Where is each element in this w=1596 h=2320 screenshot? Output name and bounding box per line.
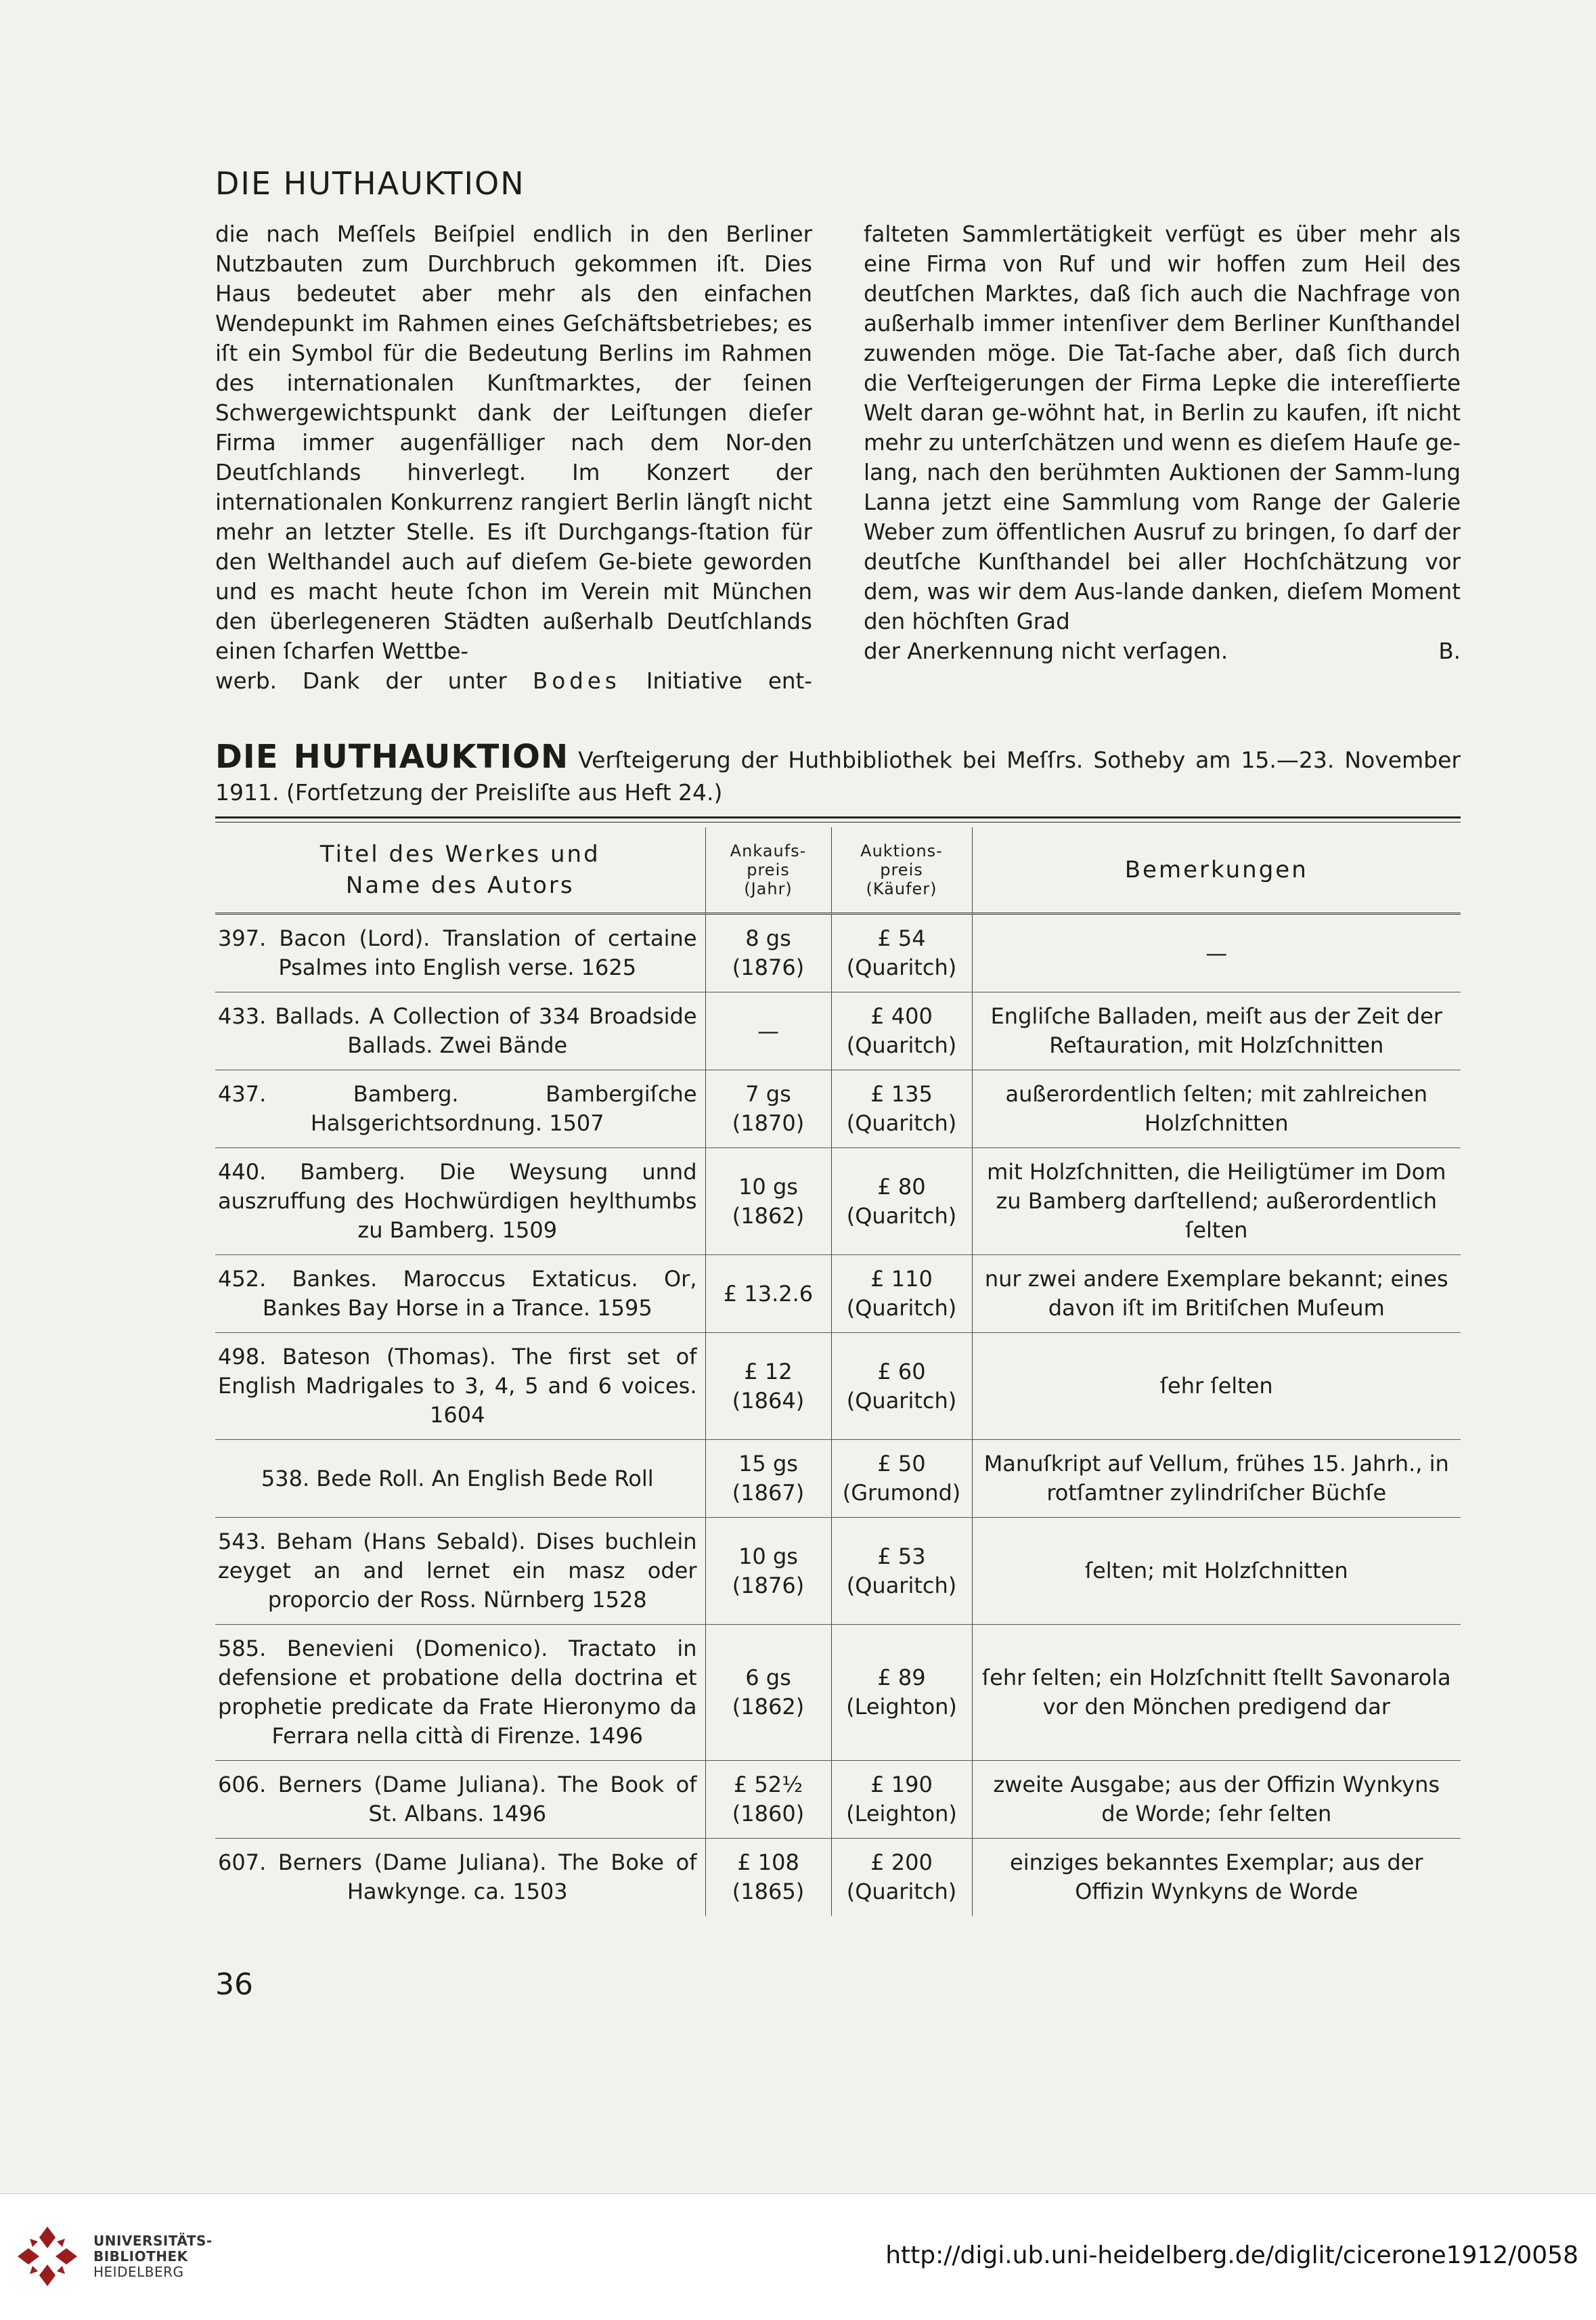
intro-left-last-post: Initiative ent- [620, 668, 812, 694]
entry-title: 437. Bamberg. Bambergiſche Halsgerichtsordnung. 1507 [215, 1070, 705, 1148]
auction-price-value: £ 80 [877, 1173, 926, 1200]
auction-price-value: £ 190 [870, 1772, 933, 1797]
entry-title: 397. Bacon (Lord). Translation of certaine Psalmes into English verse. 1625 [215, 914, 705, 992]
remarks: nur zwei andere Exemplare bekannt; eines davon iſt im Britiſchen Muſeum [972, 1255, 1461, 1333]
intro-column-right-last-line [864, 636, 1461, 666]
buyer: (Quaritch) [846, 955, 957, 980]
section-title: DIE HUTHAUKTION [215, 738, 569, 776]
purchase-year: (1870) [732, 1110, 805, 1136]
header-auction-line3: (Käufer) [866, 879, 937, 898]
auction-price-value: £ 50 [877, 1451, 926, 1476]
auction-price-value: £ 135 [870, 1081, 933, 1107]
purchase-price [705, 1333, 831, 1440]
auction-price [831, 1839, 972, 1917]
remarks: Manuſkript auf Vellum, frühes 15. Jahrh., in rotſamtner zylindriſcher Büchſe [972, 1440, 1461, 1518]
header-auction-line1: Auktions- [860, 841, 943, 860]
buyer: (Quaritch) [846, 1879, 957, 1904]
price-list-table [215, 827, 1461, 1916]
remarks: zweite Ausgabe; aus der Offizin Wynkyns de Worde; ſehr ſelten [972, 1761, 1461, 1839]
library-name-line3: HEIDELBERG [93, 2264, 184, 2280]
header-purchase-line1: Ankaufs- [730, 841, 807, 860]
auction-price-value: £ 200 [870, 1850, 933, 1875]
header-title-line2: Name des Autors [345, 872, 575, 899]
header-auction-line2: preis [880, 860, 923, 879]
auction-price [831, 1070, 972, 1148]
header-title-author [215, 827, 705, 914]
auction-price-value: £ 400 [870, 1003, 933, 1029]
table-row [215, 1518, 1461, 1625]
purchase-price [705, 1761, 831, 1839]
purchase-price [705, 1839, 831, 1917]
table-row [215, 1070, 1461, 1148]
remarks: ſehr ſelten; ein Holzſchnitt ſtellt Savonarola vor den Mönchen predigend dar [972, 1625, 1461, 1761]
purchase-price-value: 10 gs [738, 1173, 798, 1200]
table-top-rule [215, 816, 1461, 818]
permalink-url[interactable]: http://digi.ub.uni-heidelberg.de/diglit/cicerone1912/0058 [885, 2241, 1578, 2269]
table-top-rule-thin [215, 822, 1461, 823]
purchase-price-value: 8 gs [745, 925, 791, 951]
buyer: (Quaritch) [846, 1032, 957, 1058]
table-row [215, 1761, 1461, 1839]
library-name [93, 2233, 213, 2280]
university-library-logo-icon [15, 2224, 80, 2289]
section-subtitle: Verſteigerung der Huthbibliothek bei Meſſrs. Sotheby am 15.—23. November 1911. (Fortſetzung der Preisliſte aus Heft 24.) [215, 747, 1461, 806]
auction-price [831, 1440, 972, 1518]
table-row [215, 1333, 1461, 1440]
remarks: ſelten; mit Holzſchnitten [972, 1518, 1461, 1625]
table-row [215, 1839, 1461, 1917]
signature: B. [1438, 638, 1461, 664]
intro-column-right [864, 219, 1461, 696]
purchase-price [705, 1070, 831, 1148]
entry-title: 538. Bede Roll. An English Bede Roll [215, 1440, 705, 1518]
purchase-price-value: £ 13.2.6 [723, 1280, 814, 1307]
buyer: (Quaritch) [846, 1387, 957, 1414]
remarks: ſehr ſelten [972, 1333, 1461, 1440]
purchase-price-value: £ 12 [744, 1358, 793, 1384]
purchase-price [705, 1625, 831, 1761]
purchase-price [705, 1518, 831, 1625]
table-row [215, 992, 1461, 1070]
digitization-footer [0, 2193, 1596, 2320]
spaced-name-bodes: Bodes [533, 668, 621, 694]
purchase-price-value: 6 gs [745, 1665, 791, 1690]
remarks: mit Holzſchnitten, die Heiligtümer im Dom zu Bamberg darſtellend; außerordentlich ſelten [972, 1148, 1461, 1255]
purchase-year: (1862) [732, 1694, 805, 1720]
purchase-price [705, 1440, 831, 1518]
entry-title: 607. Berners (Dame Juliana). The Boke of Hawkynge. ca. 1503 [218, 1850, 697, 1904]
auction-price [831, 1333, 972, 1440]
remarks: einziges bekanntes Exemplar; aus der Offizin Wynkyns de Worde [972, 1839, 1461, 1917]
entry-title: 452. Bankes. Maroccus Extaticus. Or, Bankes Bay Horse in a Trance. 1595 [215, 1255, 705, 1333]
purchase-year: (1865) [732, 1879, 805, 1904]
buyer: (Leighton) [846, 1694, 957, 1720]
intro-column-left-body: die nach Meſſels Beiſpiel endlich in den Berliner Nutzbauten zum Durchbruch gekommen iſt. Dies Haus bedeutet aber mehr als den einfachen Wendepunkt im Rahmen eines Geſchäftsbetriebes; es iſt ein Symbol für die Bedeutung Berlins im Rahmen des internationalen Kunſtmarktes, der ſeinen Schwergewichtspunkt dank der Leiſtungen dieſer Firma immer augenfälliger nach dem Nor-​den Deutſchlands hinverlegt. Im Konzert der internationalen Konkurrenz rangiert Berlin längſt nicht mehr an letzter Stelle. Es iſt Durchgangs-​ſtation für den Welthandel auch auf dieſem Ge-​biete geworden und es macht heute ſchon im Verein mit München den überlegeneren Städten außerhalb Deutſchlands einen ſcharfen Wettbe- [215, 221, 812, 664]
auction-price [831, 1148, 972, 1255]
buyer: (Quaritch) [846, 1572, 957, 1598]
purchase-year: (1864) [732, 1387, 805, 1414]
running-head: DIE HUTHAUKTION [215, 165, 525, 202]
intro-text [215, 219, 1461, 696]
buyer: (Quaritch) [846, 1202, 957, 1229]
purchase-year: (1876) [732, 1572, 805, 1598]
purchase-price [705, 1148, 831, 1255]
auction-price [831, 914, 972, 992]
remarks: — [972, 914, 1461, 992]
auction-price [831, 992, 972, 1070]
purchase-price [705, 1255, 831, 1333]
purchase-price-value: — [757, 1017, 779, 1044]
buyer: (Quaritch) [846, 1295, 957, 1321]
header-remarks: Bemerkungen [972, 827, 1461, 914]
auction-price-value: £ 53 [877, 1543, 926, 1569]
remarks: außerordentlich ſelten; mit zahlreichen Holzſchnitten [972, 1070, 1461, 1148]
buyer: (Quaritch) [846, 1110, 957, 1136]
library-name-line2: BIBLIOTHEK [93, 2248, 188, 2264]
auction-price-value: £ 110 [870, 1266, 933, 1292]
auction-price-value: £ 89 [877, 1665, 926, 1690]
auction-price-value: £ 54 [877, 925, 926, 951]
purchase-year: (1860) [732, 1801, 805, 1826]
remarks: Engliſche Balladen, meiſt aus der Zeit der Reſtauration, mit Holzſchnitten [972, 992, 1461, 1070]
purchase-year: (1862) [732, 1202, 805, 1229]
header-auction-price [831, 827, 972, 914]
header-purchase-price [705, 827, 831, 914]
table-body [215, 914, 1461, 1917]
entry-title: 440. Bamberg. Die Weysung unnd auszruffung des Hochwürdigen heylthumbs zu Bamberg. 1509 [215, 1148, 705, 1255]
entry-title: 585. Benevieni (Domenico). Tractato in defensione et probatione della doctrina et prophetie predicate da Frate Hieronymo da Ferrara nella città di Firenze. 1496 [215, 1625, 705, 1761]
entry-title: 543. Beham (Hans Sebald). Dises buchlein zeyget an and lernet ein masz oder proporcio der Ross. Nürnberg 1528 [215, 1518, 705, 1625]
entry-title: 606. Berners (Dame Juliana). The Book of St. Albans. 1496 [215, 1761, 705, 1839]
purchase-year: (1876) [732, 955, 805, 980]
intro-column-left-last-line [215, 666, 812, 696]
purchase-price-value: £ 108 [737, 1850, 799, 1875]
buyer: (Leighton) [846, 1801, 957, 1826]
table-header-row [215, 827, 1461, 914]
auction-price [831, 1625, 972, 1761]
intro-right-last-text: der Anerkennung nicht verſagen. [864, 638, 1228, 664]
intro-column-right-body: falteten Sammlertätigkeit verfügt es über mehr als eine Firma von Ruf und wir hoffen zum Heil des deutſchen Marktes, daß ſich auch die Nachfrage von außerhalb immer intenſiver dem Berliner Kunſthandel zuwenden möge. Die Tat-​ſache aber, daß ſich durch die Verſteigerungen der Firma Lepke die intereſſierte Welt daran ge-​wöhnt hat, in Berlin zu kaufen, iſt nicht mehr zu unterſchätzen und wenn es dieſem Hauſe ge-​lang, nach den berühmten Auktionen der Samm-​lung Lanna jetzt eine Sammlung vom Range der Galerie Weber zum öffentlichen Ausruf zu bringen, ſo darf der deutſche Kunſthandel bei aller Hochſchätzung vor dem, was wir dem Aus-​lande danken, dieſem Moment den höchſten Grad [864, 221, 1461, 634]
intro-column-left [215, 219, 812, 696]
purchase-price [705, 914, 831, 992]
table-row [215, 1625, 1461, 1761]
auction-price [831, 1255, 972, 1333]
table-row [215, 1440, 1461, 1518]
table-row [215, 1148, 1461, 1255]
auction-price [831, 1518, 972, 1625]
table-row [215, 1255, 1461, 1333]
header-purchase-line2: preis [747, 860, 790, 879]
page-number: 36 [215, 1967, 253, 2002]
purchase-year: (1867) [732, 1480, 805, 1506]
auction-price-value: £ 60 [877, 1358, 926, 1384]
table-row [215, 914, 1461, 992]
buyer: (Grumond) [842, 1480, 961, 1506]
header-title-line1: Titel des Werkes und [319, 841, 600, 868]
purchase-price-value: 10 gs [738, 1543, 798, 1569]
intro-left-last-pre: werb. Dank der unter [215, 668, 533, 694]
purchase-price-value: 7 gs [745, 1081, 791, 1107]
auction-price [831, 1761, 972, 1839]
purchase-price [705, 992, 831, 1070]
entry-title: 498. Bateson (Thomas). The first set of English Madrigales to 3, 4, 5 and 6 voices. 1604 [215, 1333, 705, 1440]
purchase-price-value: 15 gs [738, 1451, 798, 1476]
header-purchase-line3: (Jahr) [744, 879, 793, 898]
entry-title: 433. Ballads. A Collection of 334 Broadside Ballads. Zwei Bände [215, 992, 705, 1070]
library-name-line1: UNIVERSITÄTS- [93, 2233, 213, 2249]
section-heading [215, 738, 1461, 809]
purchase-price-value: £ 52½ [733, 1772, 803, 1797]
